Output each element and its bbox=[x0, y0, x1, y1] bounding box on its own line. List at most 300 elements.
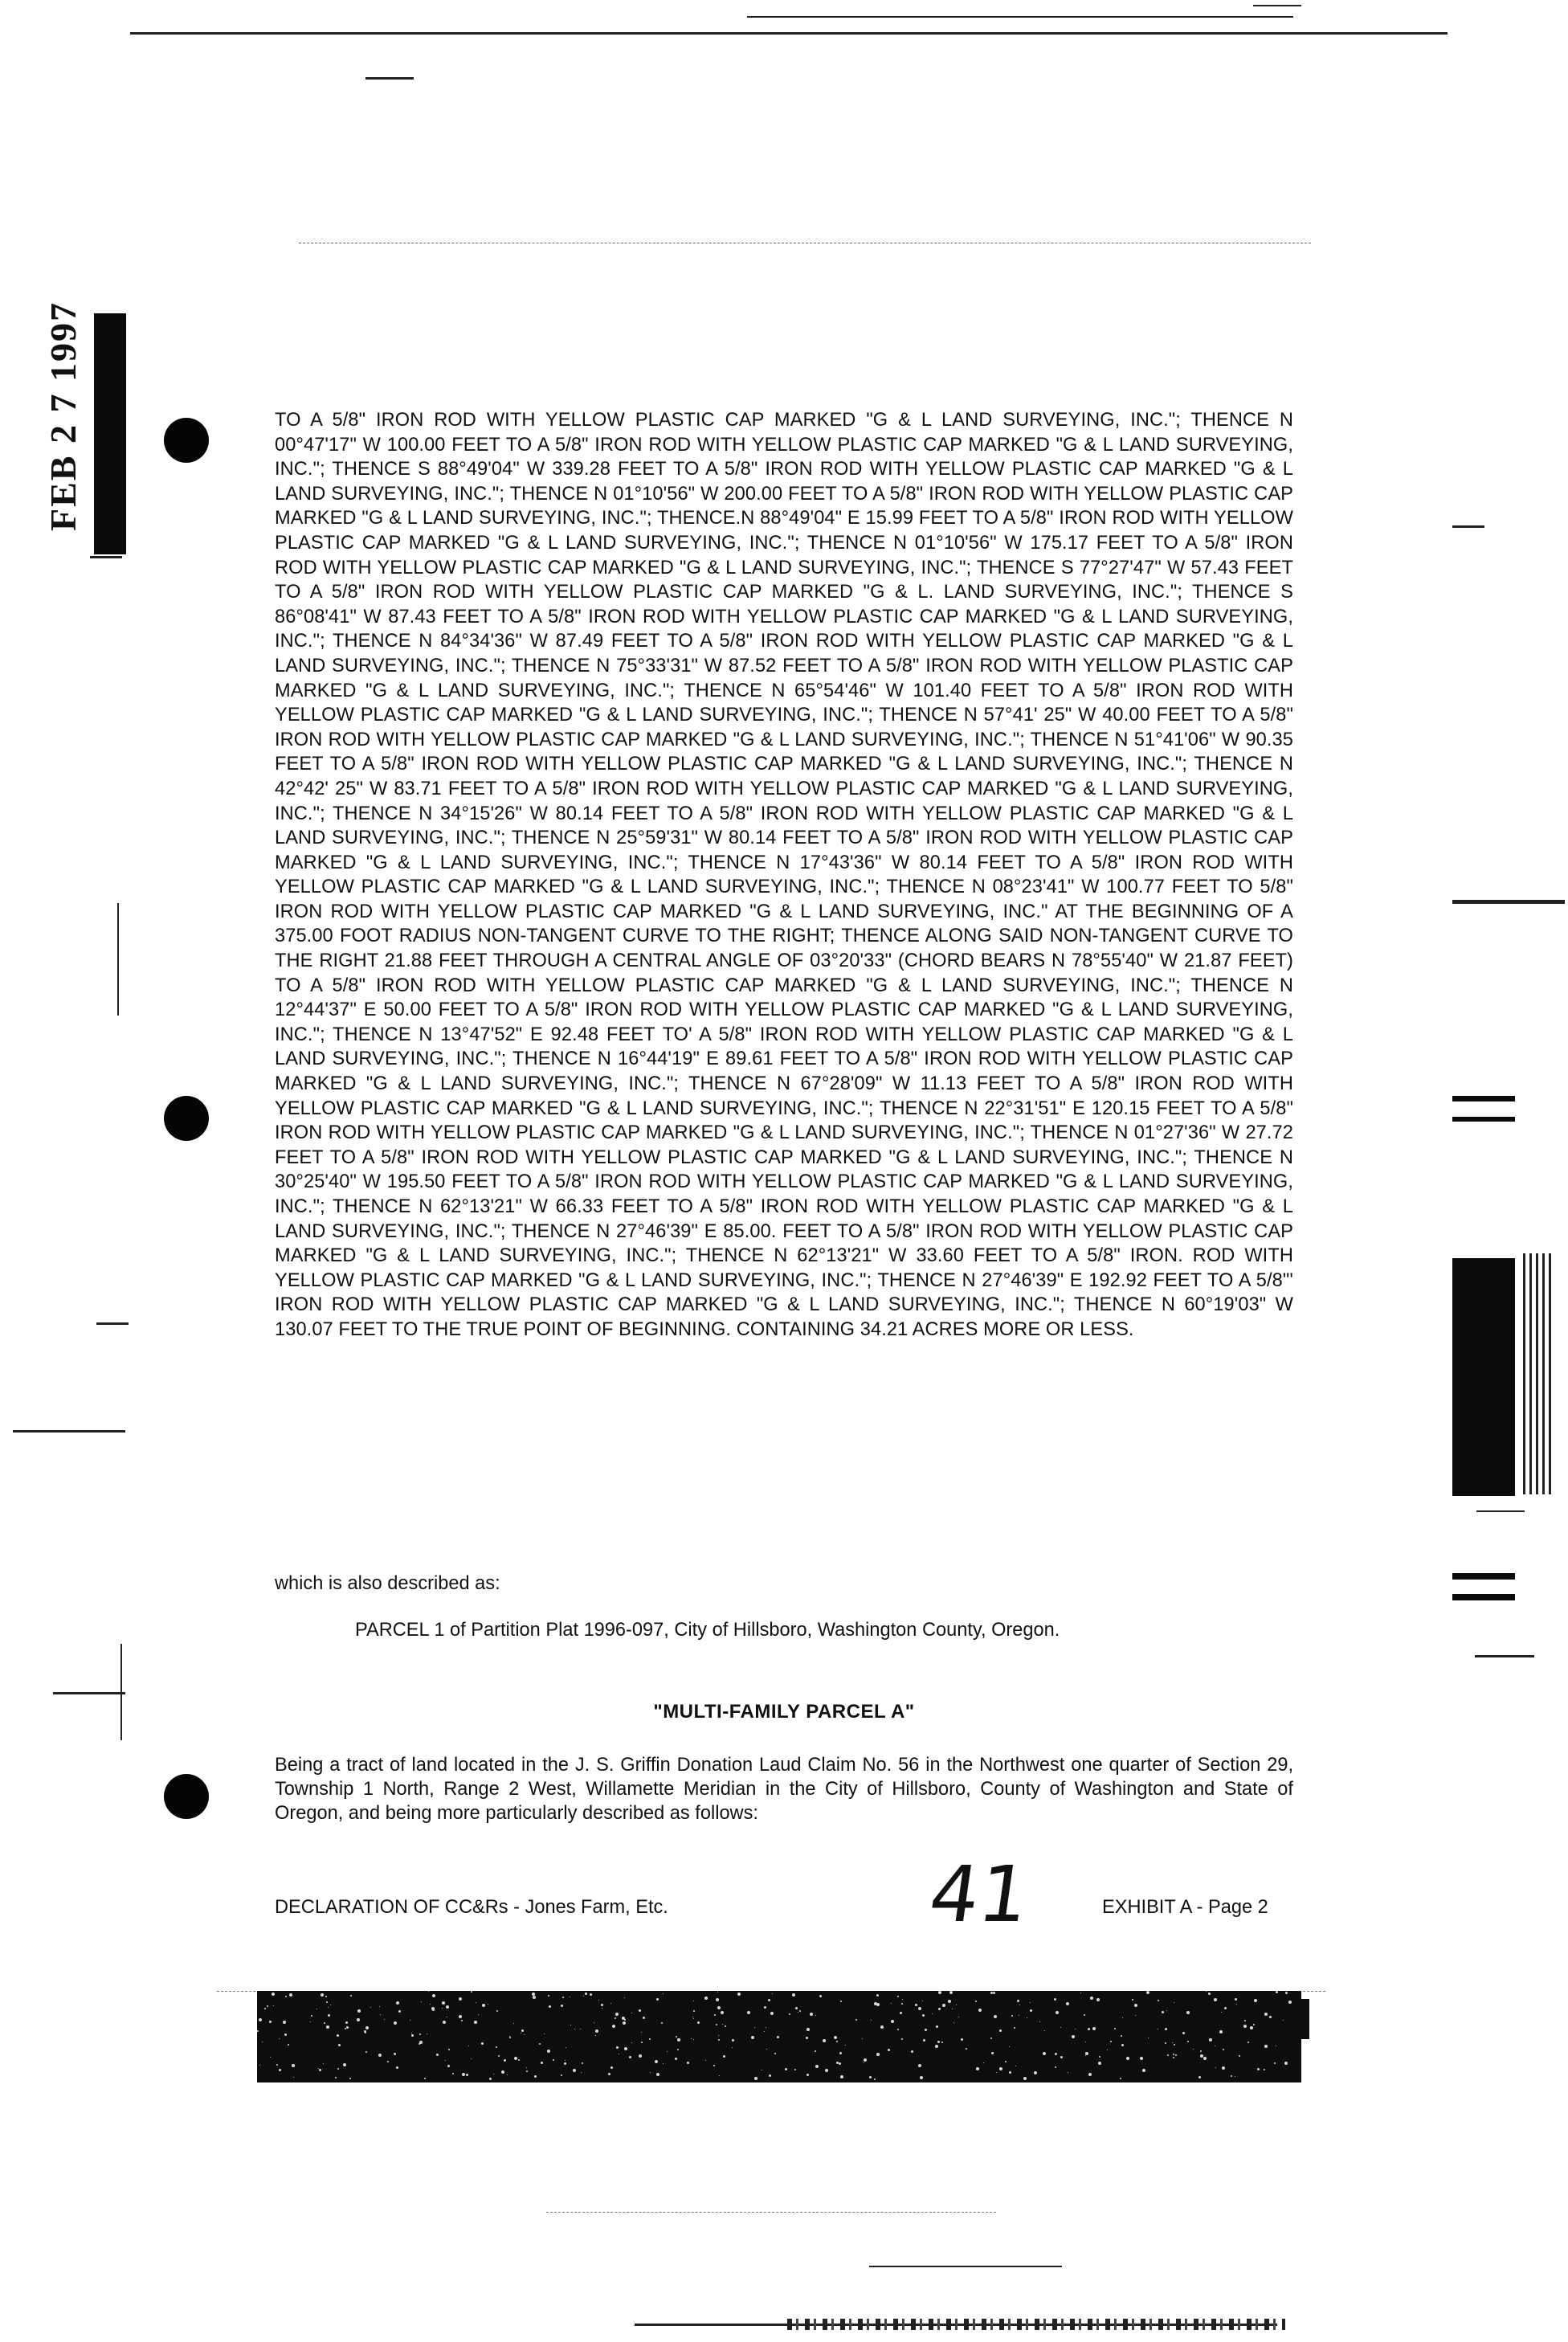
noise-speck bbox=[663, 1993, 664, 1994]
noise-speck bbox=[751, 2036, 754, 2039]
noise-speck bbox=[855, 2019, 857, 2021]
noise-speck bbox=[656, 2073, 659, 2076]
noise-speck bbox=[806, 2028, 810, 2031]
noise-speck bbox=[815, 2050, 816, 2052]
noise-speck bbox=[876, 1994, 879, 1997]
noise-speck bbox=[514, 2057, 517, 2060]
noise-speck bbox=[1206, 1991, 1207, 1992]
noise-speck bbox=[264, 2008, 266, 2009]
noise-speck bbox=[446, 2005, 449, 2009]
noise-speck bbox=[639, 2009, 641, 2012]
noise-speck bbox=[840, 2075, 843, 2078]
noise-speck bbox=[1132, 1999, 1133, 2001]
noise-speck bbox=[319, 2069, 321, 2071]
noise-speck bbox=[1224, 2007, 1227, 2009]
noise-speck bbox=[766, 2049, 767, 2050]
noise-speck bbox=[544, 2033, 545, 2034]
noise-speck bbox=[839, 2062, 841, 2065]
noise-speck bbox=[396, 2066, 398, 2069]
noise-speck bbox=[918, 2064, 921, 2067]
noise-speck bbox=[284, 2033, 287, 2036]
noise-speck bbox=[442, 2008, 443, 2009]
noise-speck bbox=[911, 2050, 913, 2053]
noise-speck bbox=[880, 2025, 884, 2029]
noise-speck bbox=[983, 2062, 984, 2063]
noise-speck bbox=[810, 2013, 813, 2016]
noise-speck bbox=[357, 2018, 360, 2021]
noise-speck bbox=[874, 2078, 876, 2080]
noise-speck bbox=[288, 2044, 289, 2046]
noise-speck bbox=[459, 1997, 462, 2001]
noise-speck bbox=[1122, 2017, 1123, 2018]
noise-speck bbox=[932, 2013, 933, 2014]
noise-speck bbox=[518, 2059, 520, 2061]
noise-speck bbox=[938, 2008, 941, 2010]
noise-speck bbox=[839, 2052, 842, 2054]
noise-speck bbox=[428, 1991, 429, 1992]
legal-description-body: TO A 5/8" IRON ROD WITH YELLOW PLASTIC CAP MARKED "G & L LAND SURVEYING, INC."; THENCE N 00°47'17" W 100.00 FEET TO A 5/8" IRON ROD WITH YELLOW PLASTIC CAP MARKED "G & L LAND SURVEYING, INC."; THENCE S 88°49'04" W 339.28 FEET TO A 5/8" IRON ROD WITH YELLOW PLASTIC CAP MARKED "G & L LAND SURVEYING, INC."; THENCE N 01°10'56" W 200.00 FEET TO A 5/8" IRON ROD WITH YELLOW PLASTIC CAP MARKED "G & L LAND SURVEYING, INC."; THENCE.N 88°49'04" E 15.99 FEET TO A 5/8" IRON ROD WITH YELLOW PLASTIC CAP MARKED "G & L LAND SURVEYING, INC."; THENCE N 01°10'56" W 175.17 FEET TO A 5/8" IRON ROD WITH YELLOW PLASTIC CAP MARKED "G & L LAND SURVEYING, INC."; THENCE S 77°27'47" W 57.43 FEET TO A 5/8" IRON ROD WITH YELLOW PLASTIC CAP MARKED "G & L. LAND SURVEYING, INC."; THENCE S 86°08'41" W 87.43 FEET TO A 5/8" IRON ROD WITH YELLOW PLASTIC CAP MARKED "G & L LAND SURVEYING, INC."; THENCE N 84°34'36" W 87.49 FEET TO A 5/8" IRON ROD WITH YELLOW PLASTIC CAP MARKED "G & L LAND SURVEYING, INC."; THENCE N 75°33'31" W 87.52 FEET TO A 5/8" IRON ROD WITH YELLOW PLASTIC CAP MARKED "G & L LAND SURVEYING, INC."; THENCE N 65°54'46" W 101.40 FEET TO A 5/8" IRON ROD WITH YELLOW PLASTIC CAP MARKED "G & L LAND SURVEYING, INC."; THENCE N 57°41' 25" W 40.00 FEET TO A 5/8" IRON ROD WITH YELLOW PLASTIC CAP MARKED "G & L LAND SURVEYING, INC."; THENCE N 51°41'06" W 90.35 FEET TO A 5/8" IRON ROD WITH YELLOW PLASTIC CAP MARKED "G & L LAND SURVEYING, INC."; THENCE N 42°42' 25" W 83.71 FEET TO A 5/8" IRON ROD WITH YELLOW PLASTIC CAP MARKED "G & L LAND SURVEYING, INC."; THENCE N 34°15'26" W 80.14 FEET TO A 5/8" IRON ROD WITH YELLOW PLASTIC CAP MARKED "G & L LAND SURVEYING, INC."; THENCE N 25°59'31" W 80.14 FEET TO A 5/8" IRON ROD WITH YELLOW PLASTIC CAP MARKED "G & L LAND SURVEYING, INC."; THENCE N 17°43'36" W 80.14 FEET TO A 5/8" IRON ROD WITH YELLOW PLASTIC CAP MARKED "G & L LAND SURVEYING, INC."; THENCE N 08°23'41" W 100.77 FEET TO 5/8" IRON ROD WITH YELLOW PLASTIC CAP MARKED "G & L LAND SURVEYING, INC." AT THE BEGINNING OF A 375.00 FOOT RADIUS NON-TANGENT CURVE TO THE RIGHT; THENCE ALONG SAID NON-TANGENT CURVE TO THE RIGHT 21.88 FEET THROUGH A CENTRAL ANGLE OF 03°20'33" (CHORD BEARS N 78°55'40" W 21.87 FEET) TO A 5/8" IRON ROD WITH YELLOW PLASTIC CAP MARKED "G & L LAND SURVEYING, INC."; THENCE N 12°44'37" E 50.00 FEET TO A 5/8" IRON ROD WITH YELLOW PLASTIC CAP MARKED "G & L LAND SURVEYING, INC."; THENCE N 13°47'52" E 92.48 FEET TO' A 5/8" IRON ROD WITH YELLOW PLASTIC CAP MARKED "G & L LAND SURVEYING, INC."; THENCE N 16°44'19" E 89.61 FEET TO A 5/8" IRON ROD WITH YELLOW PLASTIC CAP MARKED "G & L LAND SURVEYING, INC."; THENCE N 67°28'09" W 11.13 FEET TO A 5/8" IRON ROD WITH YELLOW PLASTIC CAP MARKED "G & L LAND SURVEYING, INC."; THENCE N 22°31'51" E 120.15 FEET TO A 5/8" IRON ROD WITH YELLOW PLASTIC CAP MARKED "G & L LAND SURVEYING, INC."; THENCE N 01°27'36" W 27.72 FEET TO A 5/8" IRON ROD WITH YELLOW PLASTIC CAP MARKED "G & L LAND SURVEYING, INC."; THENCE N 30°25'40" W 195.50 FEET TO A 5/8" IRON ROD WITH YELLOW PLASTIC CAP MARKED "G & L LAND SURVEYING, INC."; THENCE N 62°13'21" W 66.33 FEET TO A 5/8" IRON ROD WITH YELLOW PLASTIC CAP MARKED "G & L LAND SURVEYING, INC."; THENCE N 27°46'39" E 85.00. FEET TO A 5/8" IRON ROD WITH YELLOW PLASTIC CAP MARKED "G & L LAND SURVEYING, INC."; THENCE N 62°13'21" W 33.60 FEET TO A 5/8" IRON. ROD WITH YELLOW PLASTIC CAP MARKED "G & L LAND SURVEYING, INC."; THENCE N 27°46'39" E 192.92 FEET TO A 5/8"' IRON ROD WITH YELLOW PLASTIC CAP MARKED "G & L LAND SURVEYING, INC."; THENCE N 60°19'03" W 130.07 FEET TO THE TRUE POINT OF BEGINNING. CONTAINING 34.21 ACRES MORE OR LESS. bbox=[275, 410, 1293, 1340]
noise-speck bbox=[834, 2036, 837, 2039]
noise-speck bbox=[323, 2063, 324, 2064]
noise-speck bbox=[562, 1997, 564, 1998]
noise-speck bbox=[276, 2064, 278, 2066]
noise-speck bbox=[424, 2078, 426, 2079]
noise-speck bbox=[1121, 2035, 1122, 2037]
noise-speck bbox=[1056, 2011, 1059, 2014]
noise-speck bbox=[774, 2053, 776, 2054]
noise-speck bbox=[1084, 2014, 1085, 2016]
noise-speck bbox=[815, 2065, 819, 2068]
hole-punch-middle bbox=[164, 1096, 209, 1141]
noise-speck bbox=[462, 2073, 465, 2076]
right-edge-block bbox=[1452, 1096, 1515, 1102]
noise-speck bbox=[768, 1999, 770, 2001]
noise-speck bbox=[549, 2005, 551, 2008]
noise-speck bbox=[1009, 2071, 1011, 2074]
noise-speck bbox=[938, 1991, 941, 1994]
noise-speck bbox=[608, 2073, 610, 2075]
noise-speck bbox=[732, 2047, 733, 2048]
noise-speck bbox=[915, 2004, 917, 2006]
noise-speck bbox=[795, 2007, 798, 2009]
footer-exhibit-page: EXHIBIT A - Page 2 bbox=[1102, 1897, 1268, 1918]
noise-speck bbox=[704, 1997, 708, 2000]
right-edge-block bbox=[1452, 1258, 1515, 1496]
noise-speck bbox=[655, 2060, 658, 2063]
noise-speck bbox=[697, 2021, 700, 2024]
noise-speck bbox=[953, 2022, 954, 2023]
noise-speck bbox=[1203, 2057, 1207, 2060]
noise-speck bbox=[553, 2059, 554, 2061]
noise-speck bbox=[273, 2005, 274, 2006]
noise-speck bbox=[764, 2031, 765, 2032]
noise-speck bbox=[452, 2073, 454, 2074]
noise-speck bbox=[442, 2001, 445, 2005]
date-stamp-bar bbox=[94, 313, 126, 554]
noise-speck bbox=[610, 2066, 613, 2069]
noise-speck bbox=[1135, 2015, 1136, 2016]
noise-speck bbox=[471, 2058, 472, 2059]
noise-speck bbox=[345, 2028, 346, 2029]
right-edge-mark bbox=[1523, 1253, 1555, 1494]
noise-speck bbox=[1166, 2010, 1167, 2011]
noise-speck bbox=[663, 2063, 664, 2064]
noise-speck bbox=[1092, 2027, 1096, 2030]
noise-speck bbox=[616, 2046, 619, 2049]
noise-speck bbox=[723, 2055, 725, 2058]
noise-speck bbox=[643, 2017, 645, 2019]
noise-speck bbox=[318, 2068, 319, 2069]
noise-speck bbox=[869, 2076, 872, 2078]
noise-speck bbox=[623, 2021, 626, 2025]
noise-speck bbox=[1126, 2057, 1129, 2060]
noise-speck bbox=[380, 2014, 381, 2015]
noise-speck bbox=[267, 2005, 268, 2007]
noise-speck bbox=[1288, 2001, 1292, 2004]
left-margin-mark bbox=[120, 1644, 122, 1740]
noise-speck bbox=[676, 2036, 677, 2037]
noise-speck bbox=[509, 2037, 511, 2038]
noise-speck bbox=[561, 2074, 562, 2076]
noise-speck bbox=[321, 1993, 324, 1997]
noise-speck bbox=[631, 2042, 632, 2043]
noise-speck bbox=[897, 1996, 899, 1997]
noise-speck bbox=[770, 2012, 774, 2015]
noise-speck bbox=[799, 2010, 801, 2012]
noise-speck bbox=[1254, 1999, 1257, 2002]
noise-speck bbox=[498, 2055, 500, 2057]
noise-speck bbox=[1193, 2049, 1194, 2050]
noise-speck bbox=[737, 1993, 741, 1996]
footer-document-title: DECLARATION OF CC&Rs - Jones Farm, Etc. bbox=[275, 1897, 668, 1918]
noise-speck bbox=[324, 2022, 325, 2024]
noise-speck bbox=[1182, 2032, 1185, 2034]
noise-speck bbox=[349, 2078, 351, 2079]
noise-speck bbox=[1023, 2077, 1027, 2080]
noise-speck bbox=[365, 2026, 369, 2029]
noise-speck bbox=[949, 1991, 953, 1994]
noise-speck bbox=[677, 2038, 680, 2042]
noise-speck bbox=[624, 1997, 625, 1998]
noise-speck bbox=[754, 2027, 755, 2028]
noise-speck bbox=[941, 2042, 943, 2043]
noise-speck bbox=[478, 2014, 479, 2015]
noise-speck bbox=[991, 2052, 994, 2054]
noise-speck bbox=[345, 2021, 348, 2024]
noise-speck bbox=[289, 1993, 292, 1997]
section-heading: "MULTI-FAMILY PARCEL A" bbox=[653, 1701, 915, 1723]
noise-speck bbox=[378, 2054, 382, 2057]
noise-speck bbox=[1009, 2046, 1010, 2047]
noise-speck bbox=[387, 2061, 389, 2062]
noise-speck bbox=[1014, 2027, 1015, 2029]
noise-speck bbox=[615, 2013, 619, 2016]
noise-speck bbox=[583, 1996, 584, 1997]
noise-speck bbox=[806, 2037, 808, 2039]
parcel-description: PARCEL 1 of Partition Plat 1996-097, City of Hillsboro, Washington County, Oregon. bbox=[355, 1620, 1060, 1641]
noise-speck bbox=[1167, 2054, 1169, 2056]
tract-description: Being a tract of land located in the J. S. Griffin Donation Laud Claim No. 56 in the Northwest one quarter of Section 29, Township 1 North, Range 2 West, Willamette Meridian in the City of Hillsboro, County of Washington and State of Oregon, and being more particularly described as follows: bbox=[275, 1755, 1293, 1824]
noise-speck bbox=[326, 2001, 328, 2003]
noise-speck bbox=[785, 2068, 787, 2070]
noise-speck bbox=[459, 2015, 462, 2018]
noise-speck bbox=[326, 2025, 329, 2029]
noise-speck bbox=[1099, 2056, 1100, 2058]
noise-speck bbox=[693, 2010, 695, 2012]
bottom-scan-line bbox=[869, 2266, 1062, 2267]
noise-speck bbox=[370, 2007, 371, 2008]
noise-speck bbox=[595, 2029, 598, 2033]
noise-speck bbox=[624, 2047, 627, 2050]
noise-speck bbox=[1198, 2076, 1201, 2078]
noise-speck bbox=[922, 2014, 925, 2017]
noise-speck bbox=[862, 2038, 863, 2039]
noise-speck bbox=[725, 2025, 726, 2027]
noise-speck bbox=[897, 2029, 899, 2030]
noise-speck bbox=[1209, 2038, 1212, 2042]
noise-speck bbox=[534, 2075, 537, 2078]
noise-speck bbox=[794, 2069, 796, 2070]
noise-speck bbox=[419, 2033, 421, 2035]
noise-speck bbox=[874, 2002, 877, 2005]
noise-speck bbox=[1088, 2028, 1090, 2030]
noise-speck bbox=[1114, 2028, 1116, 2029]
noise-speck bbox=[864, 2058, 867, 2062]
noise-speck bbox=[394, 2021, 397, 2025]
noise-speck bbox=[691, 2038, 692, 2039]
noise-speck bbox=[1231, 2075, 1232, 2077]
noise-speck bbox=[667, 2051, 668, 2052]
noise-speck bbox=[337, 2034, 339, 2037]
noise-speck bbox=[581, 2072, 582, 2073]
noise-speck bbox=[999, 2029, 1002, 2032]
noise-speck bbox=[999, 2067, 1002, 2070]
noise-speck bbox=[1096, 1998, 1100, 2001]
noise-speck bbox=[612, 2025, 615, 2028]
noise-speck bbox=[815, 2015, 816, 2016]
noise-speck bbox=[445, 2060, 446, 2061]
noise-speck bbox=[496, 2010, 498, 2012]
noise-speck bbox=[598, 2000, 599, 2001]
noise-speck bbox=[1219, 2030, 1223, 2033]
noise-speck bbox=[346, 2026, 349, 2029]
noise-speck bbox=[504, 2059, 506, 2062]
noise-speck bbox=[471, 1991, 472, 1993]
noise-speck bbox=[976, 2067, 979, 2070]
noise-speck bbox=[789, 2013, 790, 2015]
noise-speck bbox=[1146, 1991, 1149, 1994]
noise-speck bbox=[279, 2069, 281, 2071]
hole-punch-top bbox=[164, 418, 209, 463]
noise-speck bbox=[259, 2065, 260, 2066]
noise-speck bbox=[272, 1993, 275, 1996]
noise-speck bbox=[590, 1993, 592, 1996]
noise-speck bbox=[1173, 2057, 1174, 2058]
noise-speck bbox=[1090, 1997, 1093, 2000]
noise-speck bbox=[902, 1999, 903, 2000]
noise-speck bbox=[1264, 2069, 1265, 2070]
noise-speck bbox=[1030, 2002, 1031, 2003]
noise-speck bbox=[1244, 2020, 1246, 2021]
noise-speck bbox=[990, 2037, 992, 2039]
also-described-label: which is also described as: bbox=[275, 1573, 500, 1594]
noise-speck bbox=[721, 2011, 724, 2014]
noise-speck bbox=[448, 2049, 450, 2050]
noise-speck bbox=[840, 2001, 842, 2002]
noise-speck bbox=[901, 2038, 903, 2040]
noise-speck bbox=[482, 2004, 485, 2007]
noise-speck bbox=[622, 2017, 625, 2020]
noise-speck bbox=[1223, 2049, 1224, 2050]
noise-speck bbox=[1017, 2000, 1019, 2002]
noise-speck bbox=[292, 2064, 295, 2067]
noise-speck bbox=[1239, 2055, 1240, 2057]
noise-speck bbox=[1285, 1992, 1288, 1994]
noise-speck bbox=[1221, 2012, 1222, 2013]
right-margin-mark bbox=[1475, 1655, 1534, 1657]
noise-speck bbox=[1243, 2025, 1247, 2028]
noise-speck bbox=[365, 2032, 366, 2033]
noise-speck bbox=[966, 2048, 967, 2050]
noise-speck bbox=[259, 2018, 262, 2021]
top-short-mark bbox=[365, 77, 414, 80]
noise-speck bbox=[501, 2070, 504, 2074]
noise-speck bbox=[716, 2024, 717, 2025]
noise-speck bbox=[548, 1995, 549, 1997]
noise-speck bbox=[629, 2056, 631, 2058]
noise-speck bbox=[474, 2021, 477, 2024]
noise-speck bbox=[871, 2020, 872, 2021]
noise-speck bbox=[1085, 2055, 1086, 2056]
noise-speck bbox=[615, 2017, 616, 2019]
noise-speck bbox=[677, 2049, 679, 2050]
noise-speck bbox=[1274, 2062, 1276, 2064]
bottom-dashed-line bbox=[546, 2212, 996, 2213]
noise-speck bbox=[920, 2076, 923, 2079]
noise-speck bbox=[1055, 2053, 1057, 2055]
noise-speck bbox=[687, 2062, 689, 2064]
noise-speck bbox=[1173, 2054, 1174, 2055]
noise-speck bbox=[819, 1995, 822, 1997]
noise-speck bbox=[836, 2062, 839, 2064]
noise-speck bbox=[1172, 2042, 1173, 2043]
noise-speck bbox=[641, 2032, 642, 2033]
noise-speck bbox=[269, 2021, 272, 2023]
noise-speck bbox=[430, 2004, 431, 2005]
noise-speck bbox=[675, 2058, 677, 2060]
noise-speck bbox=[384, 2019, 385, 2020]
noise-speck bbox=[891, 2020, 894, 2023]
noise-speck bbox=[650, 2072, 651, 2073]
noise-speck bbox=[996, 2072, 997, 2073]
scan-noise-band bbox=[257, 1991, 1301, 2082]
noise-speck bbox=[601, 2004, 603, 2006]
noise-speck bbox=[1253, 2024, 1255, 2025]
noise-speck bbox=[257, 2030, 259, 2032]
noise-speck bbox=[293, 2077, 294, 2078]
noise-speck bbox=[1030, 2009, 1032, 2012]
noise-speck bbox=[718, 2039, 720, 2041]
noise-speck bbox=[419, 2041, 423, 2044]
noise-speck bbox=[461, 2020, 463, 2021]
noise-speck bbox=[936, 2025, 938, 2028]
noise-speck bbox=[1055, 2066, 1056, 2068]
noise-speck bbox=[1276, 1991, 1278, 1993]
noise-speck bbox=[717, 1992, 718, 1993]
noise-speck bbox=[350, 1995, 352, 1997]
noise-speck bbox=[923, 2039, 925, 2042]
noise-speck bbox=[993, 1992, 995, 1994]
noise-speck bbox=[1148, 2037, 1149, 2038]
noise-speck bbox=[1236, 2004, 1237, 2005]
noise-speck bbox=[338, 2044, 341, 2046]
noise-speck bbox=[489, 2078, 492, 2080]
noise-speck bbox=[772, 1993, 773, 1994]
noise-speck bbox=[994, 2015, 997, 2018]
noise-speck bbox=[705, 2060, 706, 2061]
noise-speck bbox=[1162, 2011, 1164, 2013]
noise-speck bbox=[942, 2004, 945, 2007]
noise-speck bbox=[1011, 2015, 1013, 2017]
hole-punch-bottom bbox=[164, 1774, 209, 1819]
noise-speck bbox=[823, 2039, 826, 2042]
noise-speck bbox=[466, 2074, 468, 2076]
noise-speck bbox=[1222, 2066, 1225, 2070]
noise-speck bbox=[411, 2034, 414, 2037]
noise-speck bbox=[561, 2005, 563, 2007]
noise-speck bbox=[337, 2068, 339, 2070]
noise-speck bbox=[806, 2074, 809, 2076]
noise-speck bbox=[496, 2046, 497, 2048]
noise-speck bbox=[990, 1992, 993, 1994]
noise-speck bbox=[526, 2067, 527, 2068]
noise-speck bbox=[661, 2022, 663, 2024]
left-margin-mark bbox=[90, 556, 122, 558]
noise-speck bbox=[845, 2045, 846, 2046]
noise-speck bbox=[747, 2011, 750, 2014]
noise-speck bbox=[311, 2015, 312, 2017]
noise-speck bbox=[595, 2035, 596, 2036]
noise-speck bbox=[394, 2053, 396, 2055]
left-margin-mark bbox=[96, 1322, 129, 1325]
noise-speck bbox=[719, 2075, 720, 2076]
noise-speck bbox=[270, 2057, 271, 2058]
noise-speck bbox=[507, 2074, 508, 2075]
noise-speck bbox=[573, 2069, 576, 2072]
noise-speck bbox=[521, 2029, 524, 2032]
noise-speck bbox=[876, 2053, 880, 2056]
noise-speck bbox=[1034, 2071, 1037, 2074]
noise-speck bbox=[533, 1996, 536, 1999]
noise-speck bbox=[732, 2039, 734, 2042]
handwritten-page-number: 41 bbox=[924, 1849, 1035, 1939]
noise-speck bbox=[509, 2036, 510, 2037]
noise-speck bbox=[836, 2041, 838, 2042]
noise-speck bbox=[436, 2054, 439, 2056]
noise-speck bbox=[764, 2006, 766, 2009]
noise-speck bbox=[1187, 2041, 1189, 2042]
noise-speck bbox=[1264, 2013, 1268, 2016]
noise-speck bbox=[585, 1993, 587, 1995]
noise-speck bbox=[335, 2077, 337, 2078]
noise-speck bbox=[285, 1996, 287, 1997]
noise-speck bbox=[975, 2001, 977, 2002]
noise-speck bbox=[1284, 2062, 1288, 2065]
noise-speck bbox=[1088, 2073, 1092, 2076]
noise-speck bbox=[948, 2000, 951, 2003]
noise-speck bbox=[1110, 2041, 1112, 2042]
noise-speck bbox=[1060, 2056, 1063, 2058]
